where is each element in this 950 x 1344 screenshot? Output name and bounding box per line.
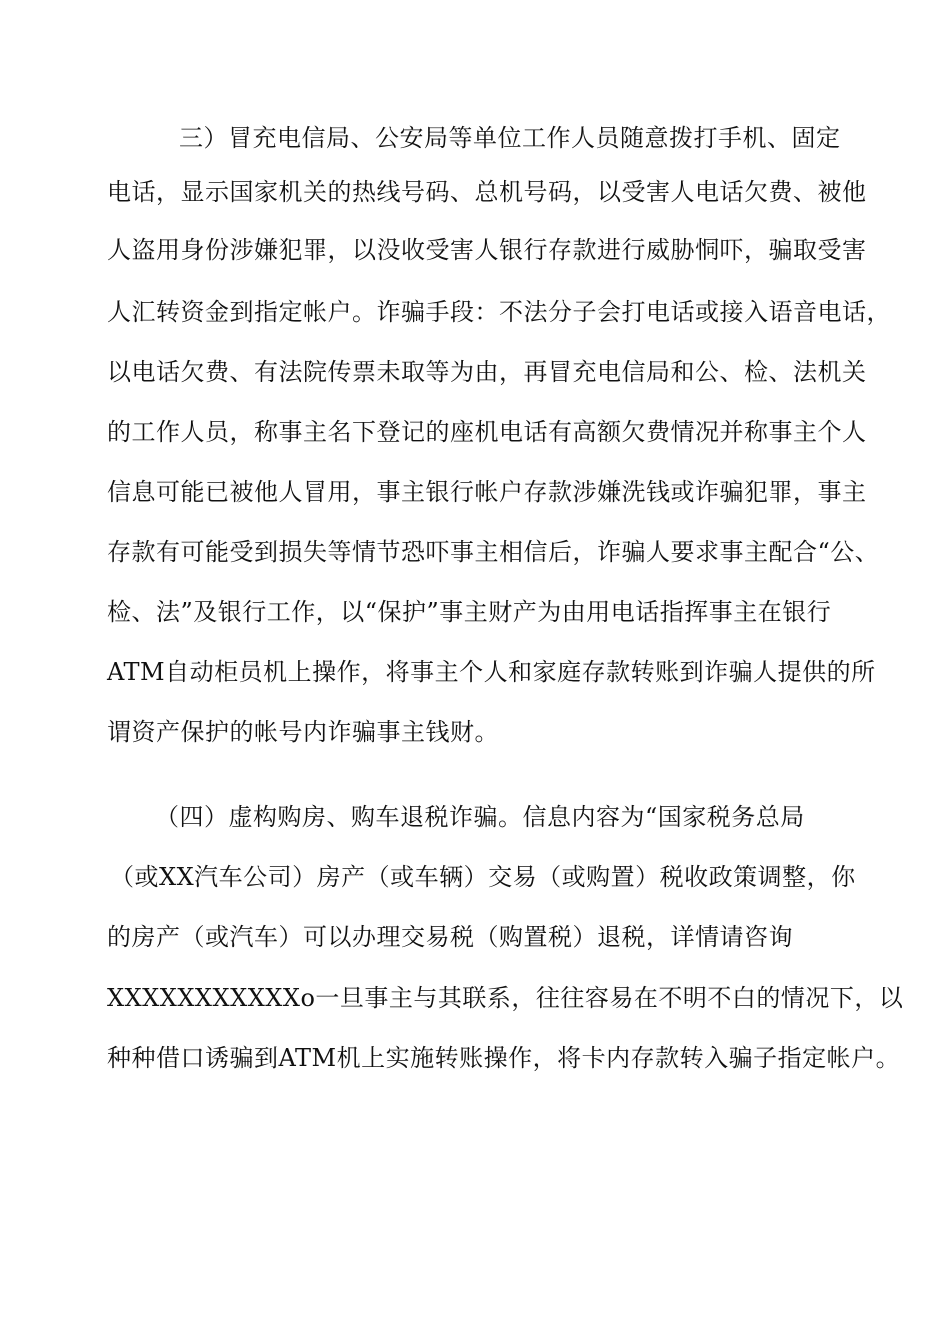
paragraph-1-line-11: 谓资产保护的帐号内诈骗事主钱财。 [107,718,499,746]
paragraph-1-line-7: 信息可能已被他人冒用，事主银行帐户存款涉嫌洗钱或诈骗犯罪，事主 [107,478,867,506]
paragraph-1-line-2: 电话，显示国家机关的热线号码、总机号码，以受害人电话欠费、被他 [107,178,867,206]
paragraph-2-line-3: 的房产（或汽车）可以办理交易税（购置税）退税，详情请咨询 [107,923,793,951]
paragraph-1-line-8: 存款有可能受到损失等情节恐吓事主相信后，诈骗人要求事主配合“公、 [107,538,880,566]
paragraph-1-line-9: 检、法”及银行工作，以“保护”事主财产为由用电话指挥事主在银行 [107,598,832,626]
paragraph-2-line-4: XXXXXXXXXXXo一旦事主与其联系，往往容易在不明不白的情况下，以 [107,984,904,1012]
paragraph-1-line-3: 人盗用身份涉嫌犯罪，以没收受害人银行存款进行威胁恫吓，骗取受害 [107,236,867,264]
paragraph-1-line-4: 人汇转资金到指定帐户。诈骗手段：不法分子会打电话或接入语音电话， [107,298,891,326]
paragraph-2-line-1: （四）虚构购房、购车退税诈骗。信息内容为“国家税务总局 [155,803,805,831]
paragraph-1-line-5: 以电话欠费、有法院传票未取等为由，再冒充电信局和公、检、法机关 [107,358,867,386]
paragraph-2-line-2: （或XX汽车公司）房产（或车辆）交易（或购置）税收政策调整，你 [110,863,856,891]
paragraph-2-line-5: 种种借口诱骗到ATM机上实施转账操作，将卡内存款转入骗子指定帐户。 [107,1044,901,1072]
paragraph-1-line-1: 三）冒充电信局、公安局等单位工作人员随意拨打手机、固定 [179,124,841,152]
paragraph-1-line-10: ATM自动柜员机上操作，将事主个人和家庭存款转账到诈骗人提供的所 [107,658,876,686]
paragraph-1-line-6: 的工作人员，称事主名下登记的座机电话有高额欠费情况并称事主个人 [107,418,867,446]
